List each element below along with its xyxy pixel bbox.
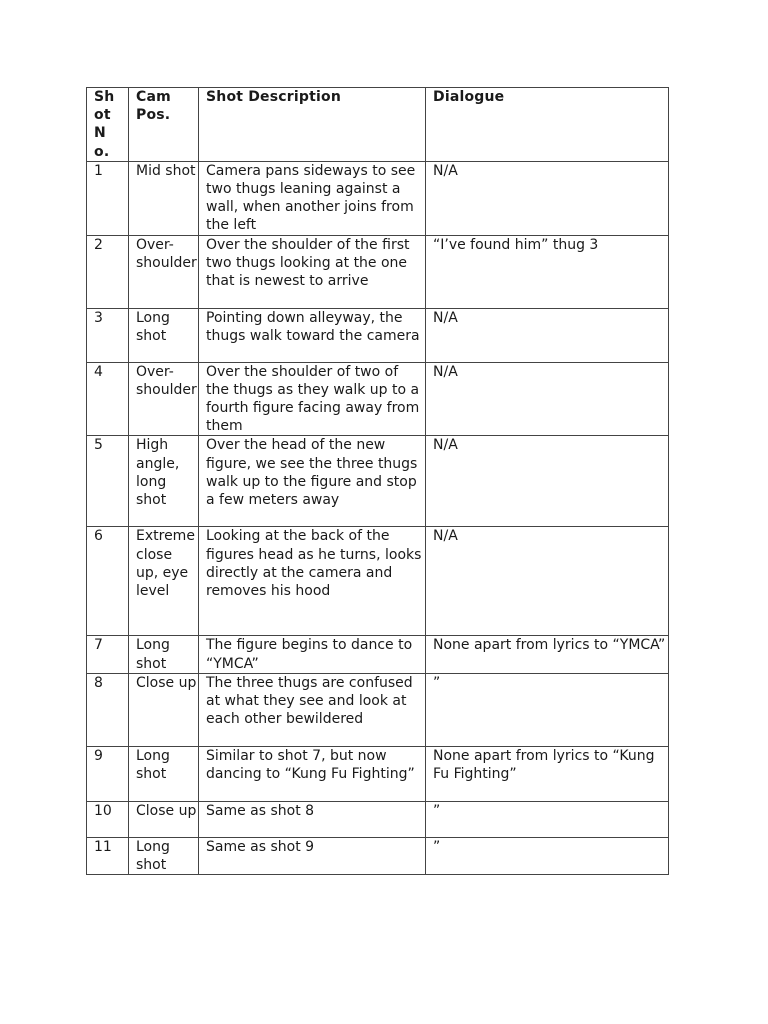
dialogue: “I’ve found him” thug 3 xyxy=(426,235,669,308)
header-dialogue: Dialogue xyxy=(426,88,669,162)
camera-position: Long shot xyxy=(129,746,199,801)
shot-description: Over the head of the new figure, we see the three thugs walk up to the figure and stop a few meters away xyxy=(199,436,426,527)
dialogue: N/A xyxy=(426,362,669,436)
camera-position: Long shot xyxy=(129,308,199,362)
shot-number: 5 xyxy=(87,436,129,527)
shot-description: Over the shoulder of two of the thugs as they walk up to a fourth figure facing away from them xyxy=(199,362,426,436)
dialogue: ” xyxy=(426,837,669,874)
table-row xyxy=(87,636,669,673)
dialogue: None apart from lyrics to “YMCA” xyxy=(426,636,669,673)
shot-description: The three thugs are confused at what they see and look at each other bewildered xyxy=(199,673,426,746)
camera-position: Close up xyxy=(129,673,199,746)
shot-list-table xyxy=(86,87,669,875)
shot-number: 8 xyxy=(87,673,129,746)
table-row xyxy=(87,362,669,436)
shot-number: 4 xyxy=(87,362,129,436)
shot-description: Same as shot 9 xyxy=(199,837,426,874)
shot-number: 9 xyxy=(87,746,129,801)
table-row xyxy=(87,527,669,636)
shot-number: 11 xyxy=(87,837,129,874)
shot-description: Camera pans sideways to see two thugs leaning against a wall, when another joins from the left xyxy=(199,161,426,235)
header-shot-no: Shot No. xyxy=(87,88,129,162)
camera-position: Long shot xyxy=(129,837,199,874)
dialogue: ” xyxy=(426,673,669,746)
table-row xyxy=(87,746,669,801)
camera-position: Extreme close up, eye level xyxy=(129,527,199,636)
shot-description: Same as shot 8 xyxy=(199,801,426,837)
shot-description: Looking at the back of the figures head as he turns, looks directly at the camera and removes his hood xyxy=(199,527,426,636)
camera-position: Over-shoulder xyxy=(129,235,199,308)
shot-description: Pointing down alleyway, the thugs walk toward the camera xyxy=(199,308,426,362)
dialogue: N/A xyxy=(426,161,669,235)
shot-description: Over the shoulder of the first two thugs looking at the one that is newest to arrive xyxy=(199,235,426,308)
table-row xyxy=(87,235,669,308)
shot-number: 2 xyxy=(87,235,129,308)
shot-description: Similar to shot 7, but now dancing to “Kung Fu Fighting” xyxy=(199,746,426,801)
camera-position: Long shot xyxy=(129,636,199,673)
dialogue: None apart from lyrics to “Kung Fu Fighting” xyxy=(426,746,669,801)
shot-number: 6 xyxy=(87,527,129,636)
shot-number: 1 xyxy=(87,161,129,235)
camera-position: High angle, long shot xyxy=(129,436,199,527)
shot-number: 7 xyxy=(87,636,129,673)
table-row xyxy=(87,837,669,874)
camera-position: Close up xyxy=(129,801,199,837)
dialogue: N/A xyxy=(426,308,669,362)
shot-number: 3 xyxy=(87,308,129,362)
table-row xyxy=(87,436,669,527)
table-row xyxy=(87,801,669,837)
camera-position: Over-shoulder xyxy=(129,362,199,436)
table-row xyxy=(87,161,669,235)
header-cam-pos: Cam Pos. xyxy=(129,88,199,162)
shot-description: The figure begins to dance to “YMCA” xyxy=(199,636,426,673)
dialogue: N/A xyxy=(426,527,669,636)
table-header-row xyxy=(87,88,669,162)
camera-position: Mid shot xyxy=(129,161,199,235)
shot-number: 10 xyxy=(87,801,129,837)
table-row xyxy=(87,673,669,746)
header-shot-description: Shot Description xyxy=(199,88,426,162)
table-row xyxy=(87,308,669,362)
dialogue: ” xyxy=(426,801,669,837)
dialogue: N/A xyxy=(426,436,669,527)
